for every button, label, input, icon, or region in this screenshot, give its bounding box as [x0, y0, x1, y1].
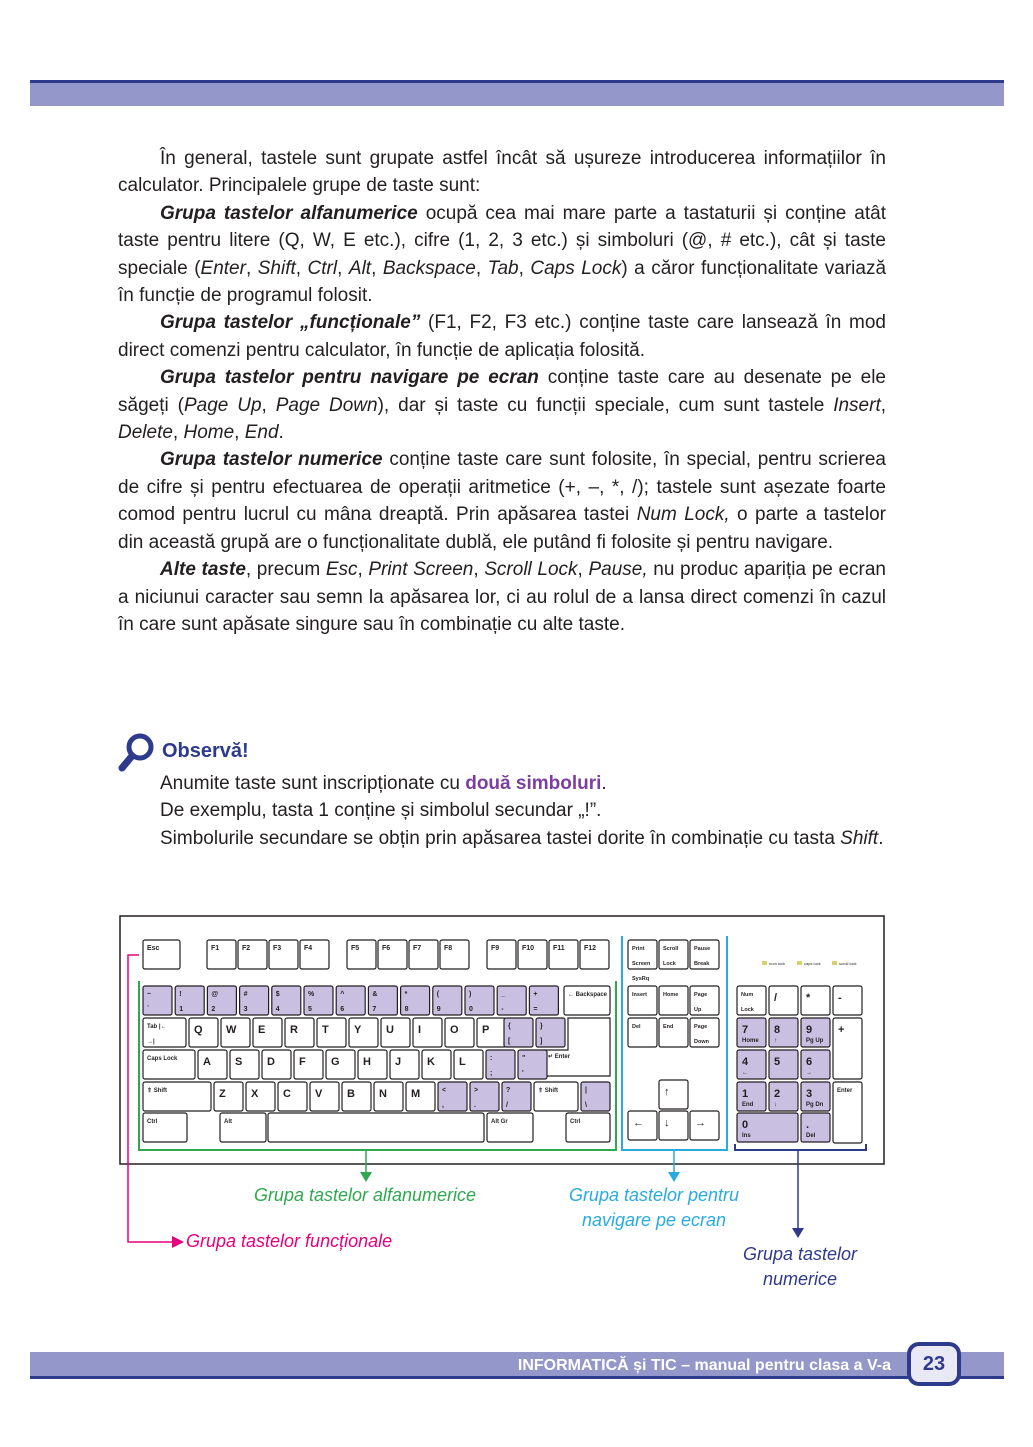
key-letter-label: Q [194, 1024, 203, 1036]
key-alt-gr [487, 1113, 533, 1142]
key-num-row-label-0: ( [436, 991, 440, 998]
key-num-row-label-0: $ [275, 991, 280, 998]
key-enter-label: ↵ Enter [548, 1054, 571, 1060]
key-numpad-label: 3 [806, 1088, 813, 1100]
key-letter-label: A [203, 1056, 211, 1068]
key-punct-label-0: > [474, 1087, 479, 1094]
key-num-row-label-1: 4 [275, 1006, 280, 1013]
key-numpad-zero-label: 0 [742, 1119, 749, 1131]
key-arrow-down-label: ↓ [664, 1117, 670, 1129]
key-punct-label-0: < [442, 1087, 447, 1094]
key-letter-label: X [251, 1088, 259, 1100]
key-letter-label: Z [219, 1088, 226, 1100]
key-numpad-dot-sublabel: Del [806, 1133, 816, 1139]
key-letter-label: C [283, 1088, 291, 1100]
key-num-row-label-0: % [308, 991, 315, 998]
key-arrow-left-label: ← [633, 1117, 644, 1129]
key-letter-label: U [386, 1024, 394, 1036]
key-punct-label-0: " [522, 1055, 526, 1062]
key-letter-label: L [459, 1056, 466, 1068]
key-nav-bottom-label-0: Del [632, 1024, 641, 1030]
key-letter-label: Y [354, 1024, 362, 1036]
key-letter-label: V [315, 1088, 323, 1100]
key-shift-right [534, 1082, 578, 1111]
led-label: caps lock [804, 961, 821, 966]
key-nav-top-label-0: Page [694, 992, 708, 998]
key-alt-gr-label-0: Alt Gr [491, 1119, 508, 1125]
alfa-arrowhead [360, 1172, 372, 1182]
key-letter-label: D [267, 1056, 275, 1068]
key-num-row-label-0: ^ [340, 991, 345, 998]
key-numpad-label: 9 [806, 1024, 813, 1036]
key-punct-label-0: ? [506, 1087, 511, 1094]
key-sys-2-label-0: Pause [694, 946, 711, 952]
key-nav-top-label-0: Insert [632, 992, 647, 998]
key-bracket-label-0: } [540, 1023, 543, 1030]
paragraph-functionale: Grupa tastelor „funcționale” (F1, F2, F3 etc.) conține taste care lansează în mod direct comenzi pentru calculator, în funcție de aplicația folosită. [118, 312, 886, 361]
key-letter-label: I [418, 1024, 422, 1036]
key-pipe-label-0: | [585, 1087, 587, 1094]
key-punct-label-1: ; [490, 1070, 493, 1077]
key-tab-label-1: →| [147, 1039, 155, 1045]
key-ctrl-right-label-0: Ctrl [570, 1119, 581, 1125]
paragraph-alfanumerice: Grupa tastelor alfanumerice ocupă cea mai mare parte a tastaturii și conține atât taste pentru litere (Q, W, E etc.), cifre (1, 2, 3 etc.) și simboluri (@, # etc.), cât și taste speciale (Enter, Shift, Ctrl, Alt, Backspace, Tab, Caps Lock) a căror funcționalitate variază în funcție de programul folosit. [118, 202, 887, 307]
observa-title: Observă! [162, 740, 249, 763]
key-bracket-label-1: [ [508, 1038, 511, 1045]
key-shift-right-label-0: ⇑ Shift [538, 1088, 559, 1094]
key-numpad-zero-sublabel: Ins [742, 1133, 751, 1139]
key-numpad-divide-label: / [774, 992, 778, 1004]
key-arrow-right-label: → [695, 1117, 706, 1129]
key-letter-label: E [258, 1024, 266, 1036]
key-f6-label-0: F6 [382, 945, 391, 952]
key-num-row-label-0: @ [211, 991, 219, 998]
key-esc-label-0: Esc [147, 945, 160, 952]
key-nav-bottom-label-1: Down [694, 1039, 709, 1045]
key-numpad-sublabel: ← [742, 1070, 748, 1076]
key-num-row-label-1: 0 [469, 1006, 473, 1013]
key-numpad-dot-label: . [806, 1119, 810, 1131]
key-numpad-minus-label: - [838, 992, 842, 1004]
paragraph-intro: În general, tastele sunt grupate astfel încât să ușureze introducerea informațiilor în calculator. Principalele grupe de taste sunt: [118, 148, 886, 197]
key-numpad-label: 1 [742, 1088, 749, 1100]
key-sys-2-label-1: Break [694, 961, 710, 967]
key-letter-label: O [450, 1024, 459, 1036]
footer-title: INFORMATICĂ și TIC – manual pentru clasa a V-a [517, 1357, 891, 1374]
paragraph-alte-taste: Alte taste, precum Esc, Print Screen, Scroll Lock, Pause, nu produc apariția pe ecran a niciunui caracter sau semn la apăsarea lor, ci au rolul de a lansa direct comenzi în cazul în care sunt apăsate singure sau în combinație cu alte taste. [118, 559, 887, 635]
key-numpad-sublabel: Pg Dn [806, 1102, 824, 1108]
key-f2-label-0: F2 [242, 945, 251, 952]
key-f4-label-0: F4 [304, 945, 313, 952]
key-num-row-label-0: _ [501, 991, 506, 998]
key-num-row-label-0: ! [179, 991, 182, 998]
key-numpad-sublabel: End [742, 1102, 754, 1108]
key-nav-top [628, 986, 657, 1015]
key-letter-label: R [290, 1024, 298, 1036]
key-pipe-label-1: \ [585, 1102, 587, 1109]
key-letter-label: K [427, 1056, 435, 1068]
led-indicator [797, 961, 802, 965]
key-numpad-multiply-label: * [806, 992, 811, 1004]
key-ctrl-right [566, 1113, 610, 1142]
led-label: scroll lock [839, 961, 857, 966]
led-label: num lock [769, 961, 786, 966]
key-f5-label-0: F5 [351, 945, 360, 952]
key-num-row-label-1: ` [147, 1006, 150, 1013]
key-letter-label: P [482, 1024, 490, 1036]
key-num-lock-label-1: Lock [741, 1007, 754, 1013]
key-num-lock-label-0: Num [741, 992, 754, 998]
key-arrow-up-label: ↑ [664, 1086, 670, 1098]
key-space [268, 1113, 484, 1142]
key-numpad-sublabel: ↑ [774, 1038, 777, 1044]
key-numpad-sublabel: ↓ [774, 1102, 777, 1108]
key-punct-label-1: / [506, 1102, 508, 1109]
led-indicator [832, 961, 837, 965]
key-num-row-label-0: ~ [147, 991, 152, 998]
observa-line-3: Simbolurile secundare se obțin prin apăsarea tastei dorite în combinație cu tasta Shift. [160, 827, 884, 849]
key-alt-label-0: Alt [224, 1119, 232, 1125]
key-punct-label-1: ' [522, 1070, 524, 1077]
key-ctrl-left-label-0: Ctrl [147, 1119, 158, 1125]
key-sys-0-label-0: Print [632, 946, 645, 952]
key-bracket-label-0: { [508, 1023, 511, 1030]
key-numpad-label: 6 [806, 1056, 813, 1068]
key-nav-top [659, 986, 688, 1015]
num-arrowhead [792, 1228, 804, 1238]
key-f3-label-0: F3 [273, 945, 282, 952]
key-numpad-label: 8 [774, 1024, 781, 1036]
key-num-row-label-0: # [243, 991, 248, 998]
key-shift-left-label-0: ⇑ Shift [147, 1088, 168, 1094]
key-num-row-label-1: 9 [436, 1006, 441, 1013]
key-sys-0-label-2: SysRq [632, 976, 650, 982]
key-sys-0-label-1: Screen [632, 961, 651, 967]
key-shift-left [143, 1082, 211, 1111]
key-num-row-label-0: + [533, 991, 538, 998]
key-caps-lock [143, 1050, 195, 1079]
key-nav-bottom [628, 1018, 657, 1047]
caption-alfanumerice: Grupa tastelor alfanumerice [253, 1185, 477, 1205]
key-numpad-enter-label-0: Enter [837, 1088, 853, 1094]
key-f8-label-0: F8 [444, 945, 453, 952]
key-letter-label: W [226, 1024, 237, 1036]
key-numpad-sublabel: Pg Up [806, 1038, 824, 1044]
key-num-row-label-0: * [404, 991, 408, 998]
observa-line-1: Anumite taste sunt inscripționate cu două simboluri. [160, 773, 607, 794]
paragraph-numerice: Grupa tastelor numerice conține taste care sunt folosite, în special, pentru scrierea de cifre și pentru efectuarea de operații aritmetice (+, –, *, /); tastele sunt așezate foarte comod pentru lucrul cu mâna dreaptă. Prin apăsarea tastei Num Lock, o parte a tastelor din această grupă are o funcționalitate dublă, ele putând fi folosite și pentru navigare. [118, 449, 886, 553]
key-f12-label-0: F12 [584, 945, 597, 952]
key-backspace [564, 986, 610, 1015]
key-numpad-plus-label: + [838, 1024, 845, 1036]
key-letter-label: H [363, 1056, 371, 1068]
key-num-row-label-1: 8 [404, 1006, 409, 1013]
paragraph-navigare: Grupa tastelor pentru navigare pe ecran conține taste care au desenate pe ele săgeți (Page Up, Page Down), dar și taste cu funcții speciale, cum sunt tastele Insert, Delete, Home, End. [118, 367, 887, 444]
key-letter-label: J [395, 1056, 402, 1068]
key-num-row-label-1: 6 [340, 1006, 345, 1013]
key-f7-label-0: F7 [413, 945, 422, 952]
key-letter-label: S [235, 1056, 243, 1068]
key-letter-label: G [331, 1056, 340, 1068]
func-arrowhead [172, 1236, 184, 1248]
key-alt [220, 1113, 266, 1142]
key-letter-label: B [347, 1088, 355, 1100]
key-num-row-label-0: ) [469, 991, 472, 998]
caption-numerice: Grupa tastelor numerice [742, 1244, 858, 1289]
caption-functionale: Grupa tastelor funcționale [186, 1231, 393, 1251]
key-num-row-label-1: 2 [211, 1006, 216, 1013]
key-letter-label: N [379, 1088, 387, 1100]
key-num-row-label-1: = [533, 1006, 538, 1013]
key-num-row-label-1: 5 [308, 1006, 312, 1013]
key-numpad-sublabel: → [806, 1070, 812, 1076]
key-punct-label-1: , [442, 1102, 444, 1109]
key-f1-label-0: F1 [211, 945, 220, 952]
key-sys-1-label-0: Scroll [663, 946, 679, 952]
observa-line-2: De exemplu, tasta 1 conține și simbolul secundar „!”. [160, 800, 602, 822]
key-num-row-label-1: - [501, 1006, 504, 1013]
key-nav-top-label-1: Up [694, 1007, 702, 1013]
caption-navigare: Grupa tastelor pentru navigare pe ecran [568, 1185, 740, 1230]
key-backspace-label-0: ← Backspace [568, 992, 608, 998]
key-numpad-label: 2 [774, 1088, 781, 1100]
nav-arrowhead [668, 1172, 680, 1182]
key-nav-top-label-0: Home [663, 992, 679, 998]
key-bracket-label-1: ] [540, 1038, 543, 1045]
key-punct-label-1: . [474, 1102, 476, 1109]
key-punct-label-0: : [490, 1055, 493, 1062]
key-nav-bottom-label-0: End [663, 1024, 674, 1030]
key-num-row-label-0: & [372, 991, 378, 998]
key-letter-label: T [322, 1024, 329, 1036]
led-indicator [762, 961, 767, 965]
key-num-row-label-1: 7 [372, 1006, 377, 1013]
key-letter-label: F [299, 1056, 306, 1068]
key-numpad-label: 4 [742, 1056, 749, 1068]
key-caps-lock-label-0: Caps Lock [147, 1056, 178, 1062]
key-f11-label-0: F11 [553, 945, 565, 952]
key-letter-label: M [411, 1088, 421, 1100]
key-numpad-label: 5 [774, 1056, 781, 1068]
key-num-row-label-1: 3 [243, 1006, 248, 1013]
key-f9-label-0: F9 [491, 945, 500, 952]
page-number: 23 [907, 1342, 961, 1386]
key-nav-bottom-label-0: Page [694, 1024, 708, 1030]
key-num-row-label-1: 1 [179, 1006, 184, 1013]
key-f10-label-0: F10 [522, 945, 535, 952]
key-numpad-label: 7 [742, 1024, 749, 1036]
key-numpad-sublabel: Home [742, 1038, 759, 1044]
key-sys-1-label-1: Lock [663, 961, 676, 967]
key-ctrl-left [143, 1113, 187, 1142]
key-nav-bottom [659, 1018, 688, 1047]
key-tab-label-0: Tab |← [147, 1024, 167, 1030]
